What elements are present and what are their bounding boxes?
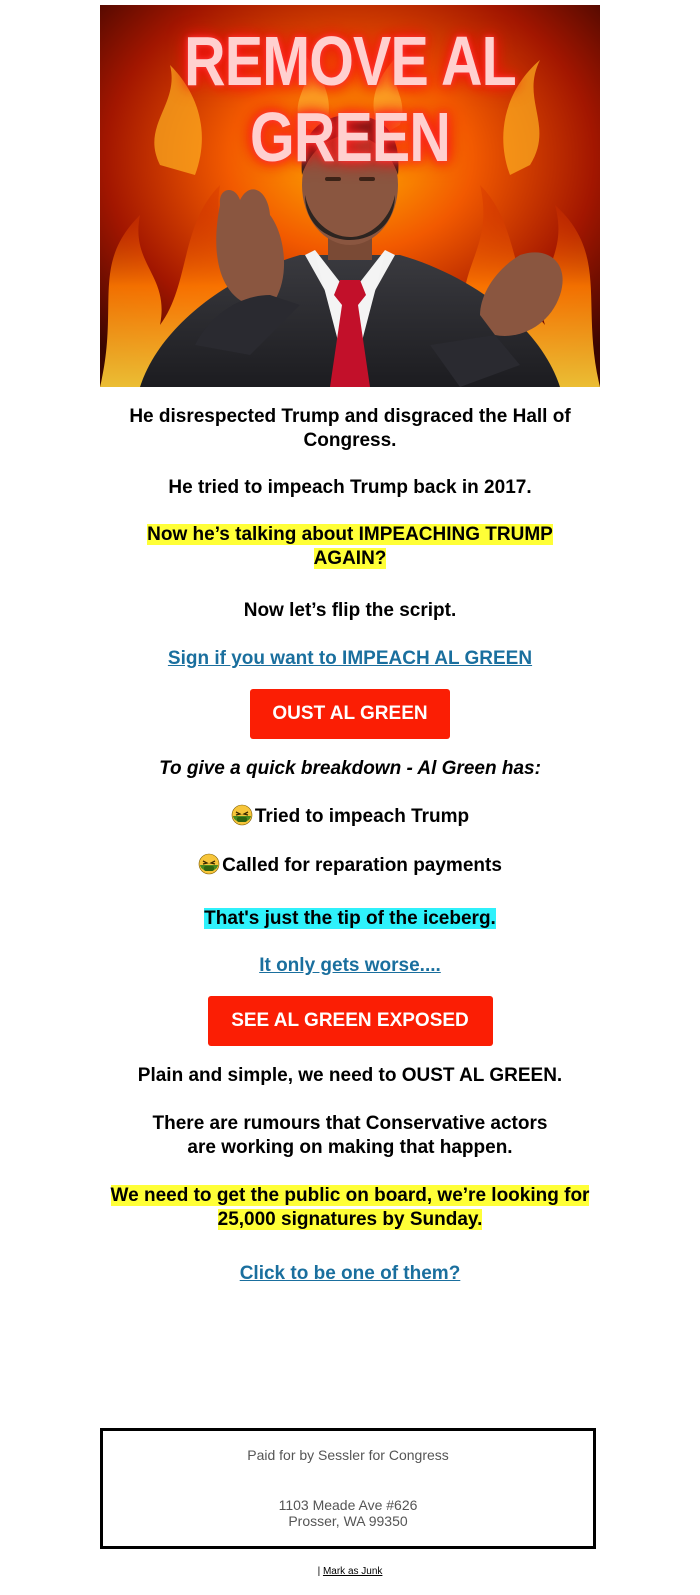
impeach-al-green-link[interactable]: Sign if you want to IMPEACH AL GREEN [167, 648, 533, 669]
it-only-gets-worse-link[interactable]: It only gets worse.... [259, 955, 441, 976]
worse-link-paragraph [100, 954, 600, 978]
impeach-again-highlight: Now he’s talking about IMPEACHING TRUMP AGAIN? [147, 524, 553, 569]
exposed-button-wrap [100, 996, 600, 1046]
history-paragraph: He tried to impeach Trump back in 2017. [168, 477, 532, 498]
hero-image[interactable] [100, 5, 600, 387]
signatures-paragraph [100, 1184, 600, 1232]
flip-script-paragraph: Now let’s flip the script. [243, 600, 457, 621]
see-al-green-exposed-button[interactable]: SEE AL GREEN EXPOSED [208, 996, 493, 1046]
list-item-text: Called for reparation payments [222, 855, 502, 876]
list-item [100, 804, 600, 829]
nauseated-face-icon [198, 853, 220, 875]
impeach-link-paragraph [100, 647, 600, 671]
hero-title: REMOVE AL GREEN [184, 22, 516, 176]
plain-simple-paragraph: Plain and simple, we need to OUST AL GREEN. [137, 1065, 563, 1086]
rumours-paragraph: There are rumours that Conservative actors are working on making that happen. [152, 1113, 548, 1158]
click-link-paragraph [100, 1262, 600, 1286]
iceberg-highlight: That's just the tip of the iceberg. [204, 908, 496, 929]
paid-for-disclaimer [100, 1428, 596, 1549]
iceberg-paragraph [100, 907, 600, 931]
address-line-2: Prosser, WA 99350 [288, 1513, 408, 1529]
junk-footer [0, 1566, 700, 1577]
list-item [100, 853, 600, 878]
junk-separator: | [317, 1566, 321, 1577]
address-line-1: 1103 Meade Ave #626 [278, 1497, 418, 1513]
list-item-text: Tried to impeach Trump [254, 806, 470, 827]
oust-al-green-button[interactable]: OUST AL GREEN [250, 689, 450, 739]
breakdown-intro: To give a quick breakdown - Al Green has: [159, 758, 541, 779]
mark-as-junk-link[interactable]: Mark as Junk [322, 1566, 383, 1577]
nauseated-face-icon [231, 804, 253, 826]
oust-button-wrap [100, 689, 600, 739]
email-body [100, 387, 600, 1286]
be-one-of-them-link[interactable]: Click to be one of them? [239, 1263, 461, 1284]
paid-for-text: Paid for by Sessler for Congress [247, 1447, 449, 1463]
signatures-highlight: We need to get the public on board, we’re looking for 25,000 signatures by Sunday. [110, 1185, 590, 1230]
impeach-again-paragraph [100, 523, 600, 571]
intro-paragraph: He disrespected Trump and disgraced the Hall of Congress. [129, 406, 571, 451]
